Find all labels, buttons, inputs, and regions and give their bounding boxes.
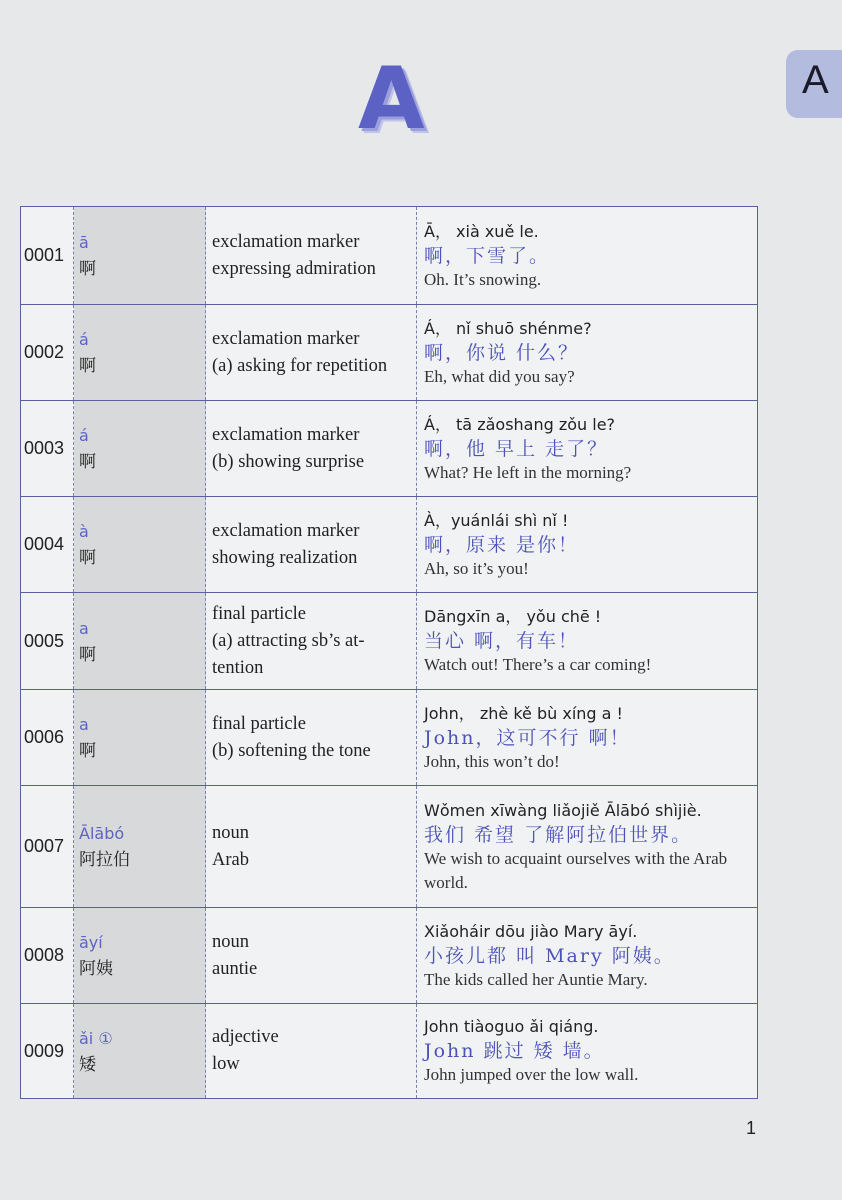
- definition-line: exclamation marker: [212, 231, 360, 252]
- example-chinese: John 跳过 矮 墙。: [424, 1040, 605, 1062]
- definition-line: (a) asking for repetition: [212, 355, 388, 376]
- headword-hanzi: 阿姨: [79, 959, 113, 979]
- headword: [74, 207, 206, 305]
- example: [417, 786, 758, 908]
- example-pinyin: Dāngxīn a， yǒu chē !: [424, 607, 602, 626]
- headword-hanzi: 啊: [79, 644, 96, 665]
- definition-line: (b) showing surprise: [212, 451, 365, 472]
- example: [417, 305, 758, 401]
- example-chinese: 小孩儿都 叫 Mary 阿姨。: [424, 944, 675, 967]
- definition: [206, 207, 417, 305]
- example-chinese: 啊，原来 是你！: [424, 533, 580, 556]
- headword-pinyin: Ālābó: [79, 824, 125, 843]
- example-pinyin: John， zhè kě bù xíng a !: [424, 703, 623, 723]
- headword-pinyin: ā: [79, 233, 89, 252]
- definition: [206, 305, 417, 401]
- example-english: John, this won’t do!: [424, 751, 560, 771]
- example-chinese: 我们 希望 了解阿拉伯世界。: [424, 823, 693, 846]
- definition-line: noun: [212, 931, 249, 952]
- definition: [206, 908, 417, 1004]
- example-pinyin: Wǒmen xīwàng liǎojiě Ālābó shìjiè.: [424, 800, 702, 820]
- entry-row: [21, 786, 758, 908]
- example-pinyin: John tiàoguo ǎi qiáng.: [424, 1017, 599, 1036]
- example-english: Eh, what did you say?: [424, 366, 575, 386]
- entry-row: [21, 593, 758, 690]
- headword-pinyin: āyí: [79, 933, 103, 952]
- example-chinese: 当心 啊，有车！: [424, 630, 580, 652]
- definition: [206, 786, 417, 908]
- definition: [206, 1004, 417, 1099]
- example-pinyin: Á， nǐ shuō shénme?: [424, 318, 592, 338]
- headword: [74, 1004, 206, 1099]
- entry-row: [21, 207, 758, 305]
- example: [417, 593, 758, 690]
- entry-row: [21, 305, 758, 401]
- example-pinyin: Ā， xià xuě le.: [424, 221, 539, 241]
- example: [417, 1004, 758, 1099]
- example-chinese: 啊，下雪了。: [424, 244, 551, 267]
- example: [417, 207, 758, 305]
- definition-line: tention: [212, 657, 264, 678]
- definition-line: exclamation marker: [212, 328, 360, 349]
- example-english: Watch out! There’s a car coming!: [424, 655, 652, 674]
- example-pinyin: Á， tā zǎoshang zǒu le?: [424, 414, 616, 434]
- headword-pinyin: a: [79, 715, 89, 734]
- entry-number: 0001: [21, 207, 74, 305]
- entry-number: 0006: [21, 690, 74, 786]
- entry-row: [21, 497, 758, 593]
- entry-number: 0002: [21, 305, 74, 401]
- headword: [74, 305, 206, 401]
- example-chinese: John，这可不行 啊！: [424, 726, 631, 749]
- headword-hanzi: 矮: [79, 1054, 96, 1075]
- entry-number: 0004: [21, 497, 74, 593]
- example-pinyin: À，yuánlái shì nǐ !: [424, 510, 569, 530]
- headword-pinyin: ǎi ①: [79, 1028, 113, 1048]
- definition-line: expressing admiration: [212, 258, 376, 279]
- example: [417, 401, 758, 497]
- definition: [206, 593, 417, 690]
- headword-hanzi: 啊: [79, 548, 96, 568]
- headword: [74, 497, 206, 593]
- headword-hanzi: 啊: [79, 452, 96, 472]
- example-english: John jumped over the low wall.: [424, 1065, 639, 1084]
- entry-number: 0009: [21, 1004, 74, 1099]
- definition-line: exclamation marker: [212, 520, 360, 541]
- section-tab: [786, 50, 842, 118]
- entry-number: 0005: [21, 593, 74, 690]
- entry-number: 0008: [21, 908, 74, 1004]
- definition: [206, 690, 417, 786]
- headword-hanzi: 啊: [79, 356, 96, 376]
- headword: [74, 908, 206, 1004]
- section-heading: A: [358, 49, 425, 149]
- definition-line: (b) softening the tone: [212, 740, 371, 761]
- headword: [74, 401, 206, 497]
- definition-line: final particle: [212, 603, 306, 624]
- example-chinese: 啊，你说 什么？: [424, 341, 580, 364]
- vocabulary-table: [20, 206, 758, 1099]
- headword: [74, 786, 206, 908]
- headword-pinyin: á: [79, 330, 89, 349]
- headword: [74, 690, 206, 786]
- definition-line: (a) attracting sb’s at-: [212, 630, 365, 651]
- example-english: We wish to acquaint ourselves with the Arab world.: [424, 848, 728, 892]
- entry-number: 0003: [21, 401, 74, 497]
- definition-line: Arab: [212, 849, 249, 870]
- example-english: Oh. It’s snowing.: [424, 269, 542, 289]
- headword-hanzi: 阿拉伯: [79, 850, 130, 870]
- example: [417, 690, 758, 786]
- entry-row: [21, 1004, 758, 1099]
- definition: [206, 497, 417, 593]
- example-english: The kids called her Auntie Mary.: [424, 969, 648, 989]
- example: [417, 497, 758, 593]
- entry-number: 0007: [21, 786, 74, 908]
- definition: [206, 401, 417, 497]
- headword: [74, 593, 206, 690]
- example-chinese: 啊，他 早上 走了？: [424, 437, 609, 460]
- page-number: 1: [746, 1118, 757, 1138]
- definition-line: low: [212, 1054, 240, 1074]
- definition-line: exclamation marker: [212, 424, 360, 445]
- entry-row: [21, 908, 758, 1004]
- definition-line: noun: [212, 822, 249, 843]
- headword-pinyin: à: [79, 522, 89, 541]
- section-tab-letter: A: [802, 58, 829, 102]
- definition-line: auntie: [212, 958, 258, 979]
- definition-line: showing realization: [212, 547, 358, 568]
- definition-line: adjective: [212, 1027, 279, 1047]
- definition-line: final particle: [212, 713, 306, 734]
- headword-pinyin: á: [79, 426, 89, 445]
- example: [417, 908, 758, 1004]
- entry-row: [21, 690, 758, 786]
- headword-hanzi: 啊: [79, 259, 96, 279]
- example-english: Ah, so it’s you!: [424, 558, 529, 578]
- entry-row: [21, 401, 758, 497]
- headword-hanzi: 啊: [79, 741, 96, 761]
- headword-pinyin: a: [79, 618, 89, 638]
- example-english: What? He left in the morning?: [424, 462, 632, 482]
- example-pinyin: Xiǎoháir dōu jiào Mary āyí.: [424, 921, 638, 941]
